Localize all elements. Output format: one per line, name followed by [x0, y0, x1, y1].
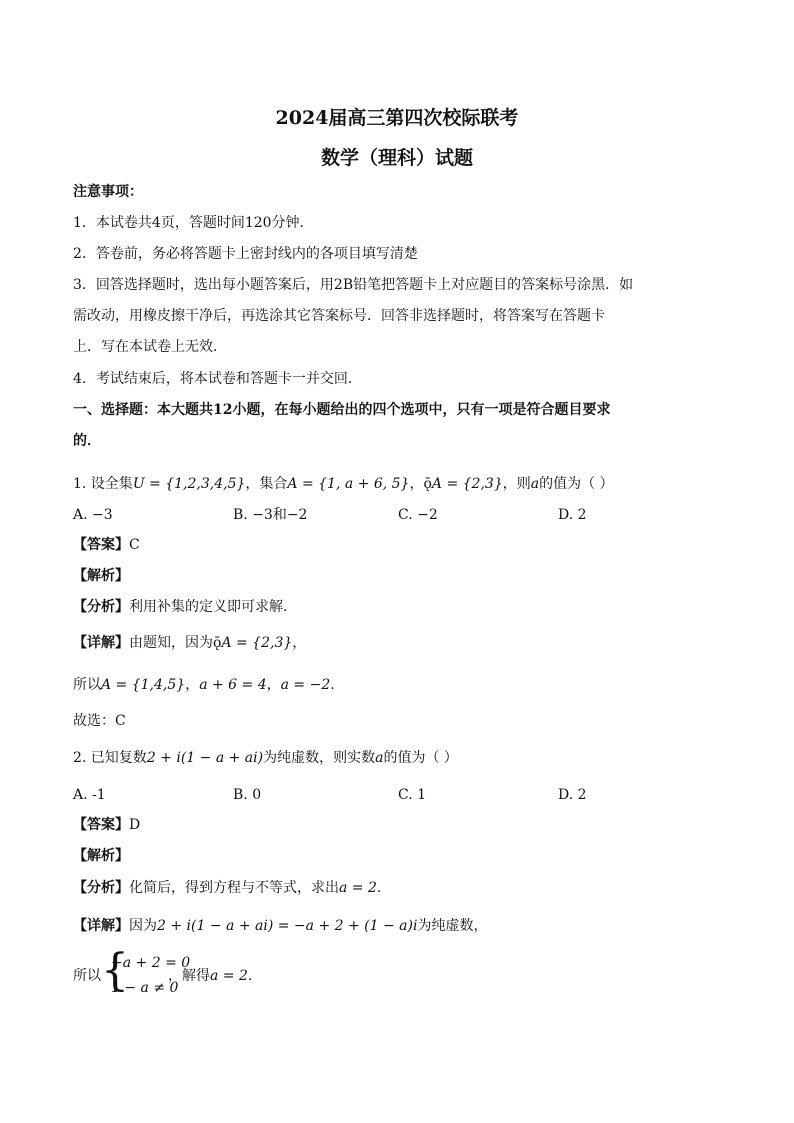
- q2-system-eq-2: 1 − a ≠ 0: [111, 980, 179, 996]
- q1-mid-1: ，集合: [245, 476, 288, 492]
- q2-line2-b: ，解得: [168, 968, 210, 984]
- q1-xiangjie-d: ，: [292, 635, 307, 651]
- q1-set-a: A = {1, a + 6, 5}: [287, 476, 410, 492]
- q1-fenxi: [73, 598, 287, 616]
- q2-line2-solution: a = 2: [210, 968, 248, 984]
- q2-option-b: B. 0: [233, 787, 262, 803]
- q2-xiangjie-tag: 【详解】: [73, 918, 129, 934]
- question-2-stem: [73, 749, 458, 767]
- q1-prefix: 1. 设全集: [73, 476, 133, 492]
- q1-xiangjie-complement: ǭ: [213, 635, 222, 651]
- q2-xiangjie-formula: 2 + i(1 − a + ai) = −a + 2 + (1 − a)i: [157, 918, 418, 934]
- page-title: 2024届高三第四次校际联考: [275, 107, 519, 129]
- notice-item-3-line-1: 3．回答选择题时，选出每小题答案后，用2B铅笔把答题卡上对应题目的答案标号涂黑．如: [73, 277, 634, 293]
- q1-derivation: [73, 676, 335, 694]
- q1-line2-e: ，: [266, 677, 281, 693]
- q1-line2-a: 所以: [73, 677, 101, 693]
- notice-item-1: 1．本试卷共4页，答题时间120分钟．: [73, 215, 314, 231]
- q1-sep: ，: [409, 476, 424, 492]
- q1-option-c: C. −2: [398, 507, 438, 523]
- q2-line2-d: .: [247, 968, 253, 984]
- q2-analysis-tag: 【解析】: [73, 848, 129, 864]
- q2-xiangjie: [73, 917, 487, 935]
- q1-line2-g: .: [330, 677, 335, 693]
- q1-xiangjie-a: 由题知，因为: [129, 635, 213, 651]
- q1-answer-value: C: [129, 537, 140, 553]
- q1-line2-set: A = {1,4,5}: [101, 677, 186, 693]
- section-heading-line-2: 的．: [73, 433, 101, 449]
- notice-item-2: 2．答卷前，务必将答题卡上密封线内的各项目填写清楚: [73, 246, 418, 262]
- q1-var: a: [530, 476, 540, 492]
- q2-answer-tag: 【答案】: [73, 817, 129, 833]
- q1-complement-symbol: ǭ: [423, 476, 432, 492]
- q1-analysis-tag: 【解析】: [73, 568, 129, 584]
- q2-option-c: C. 1: [398, 787, 427, 803]
- notice-item-3-line-2: 需改动，用橡皮擦干净后，再选涂其它答案标号．回答非选择题时，将答案写在答题卡: [73, 308, 605, 324]
- q1-xiangjie-tag: 【详解】: [73, 635, 129, 651]
- page-subtitle: 数学（理科）试题: [320, 147, 473, 169]
- section-heading-line-1: 一、选择题：本大题共12小题，在每小题给出的四个选项中，只有一项是符合题目要求: [73, 402, 611, 418]
- q2-mid: 为纯虚数，则实数: [263, 750, 376, 766]
- q2-expr: 2 + i(1 − a + ai): [146, 750, 264, 766]
- q2-suffix: 的值为（ ）: [383, 750, 458, 766]
- q2-xiangjie-a: 因为: [129, 918, 157, 934]
- q2-answer: [73, 816, 140, 834]
- q1-fenxi-tag: 【分析】: [73, 599, 129, 615]
- system-brace-icon: {: [101, 945, 129, 996]
- q2-xiangjie-c: 为纯虚数，: [417, 918, 488, 934]
- q2-option-d: D. 2: [558, 787, 587, 803]
- q1-mid-2: ，则: [502, 476, 531, 492]
- q2-option-a: A. -1: [73, 787, 106, 803]
- q2-fenxi-formula: a = 2: [339, 880, 377, 896]
- q2-line2-prefix: 所以: [73, 968, 101, 984]
- q1-complement-a: A = {2,3}: [431, 476, 503, 492]
- q2-fenxi-c: .: [376, 880, 382, 896]
- q2-fenxi-a: 化简后，得到方程与不等式，求出: [129, 880, 339, 896]
- q2-answer-value: D: [129, 817, 141, 833]
- q1-line2-eq2: a = −2: [280, 677, 331, 693]
- q1-answer: [73, 536, 140, 554]
- q2-line2-result: [168, 967, 252, 985]
- q1-set-u: U = {1,2,3,4,5}: [132, 476, 246, 492]
- q1-suffix: 的值为（ ）: [539, 476, 614, 492]
- q1-xiangjie-formula: A = {2,3}: [221, 635, 293, 651]
- q1-option-d: D. 2: [558, 507, 587, 523]
- q2-prefix: 2. 已知复数: [73, 750, 147, 766]
- notice-item-3-line-3: 上．写在本试卷上无效．: [73, 339, 227, 355]
- q1-option-b: B. −3和−2: [233, 507, 308, 523]
- q2-var: a: [375, 750, 384, 766]
- q1-option-a: A. −3: [73, 507, 113, 523]
- q1-xiangjie: [73, 634, 306, 652]
- q1-line2-c: ，: [185, 677, 200, 693]
- question-1-stem: [73, 475, 614, 493]
- q1-fenxi-text: 利用补集的定义即可求解.: [129, 599, 288, 615]
- q2-fenxi: [73, 879, 381, 897]
- q2-fenxi-tag: 【分析】: [73, 880, 129, 896]
- q1-conclusion: 故选：C: [73, 713, 126, 729]
- q2-system-eq-1: −a + 2 = 0: [111, 955, 191, 971]
- q1-answer-tag: 【答案】: [73, 537, 129, 553]
- notice-heading: 注意事项：: [73, 184, 143, 200]
- q1-line2-eq1: a + 6 = 4: [199, 677, 267, 693]
- notice-item-4: 4．考试结束后，将本试卷和答题卡一并交回．: [73, 371, 362, 387]
